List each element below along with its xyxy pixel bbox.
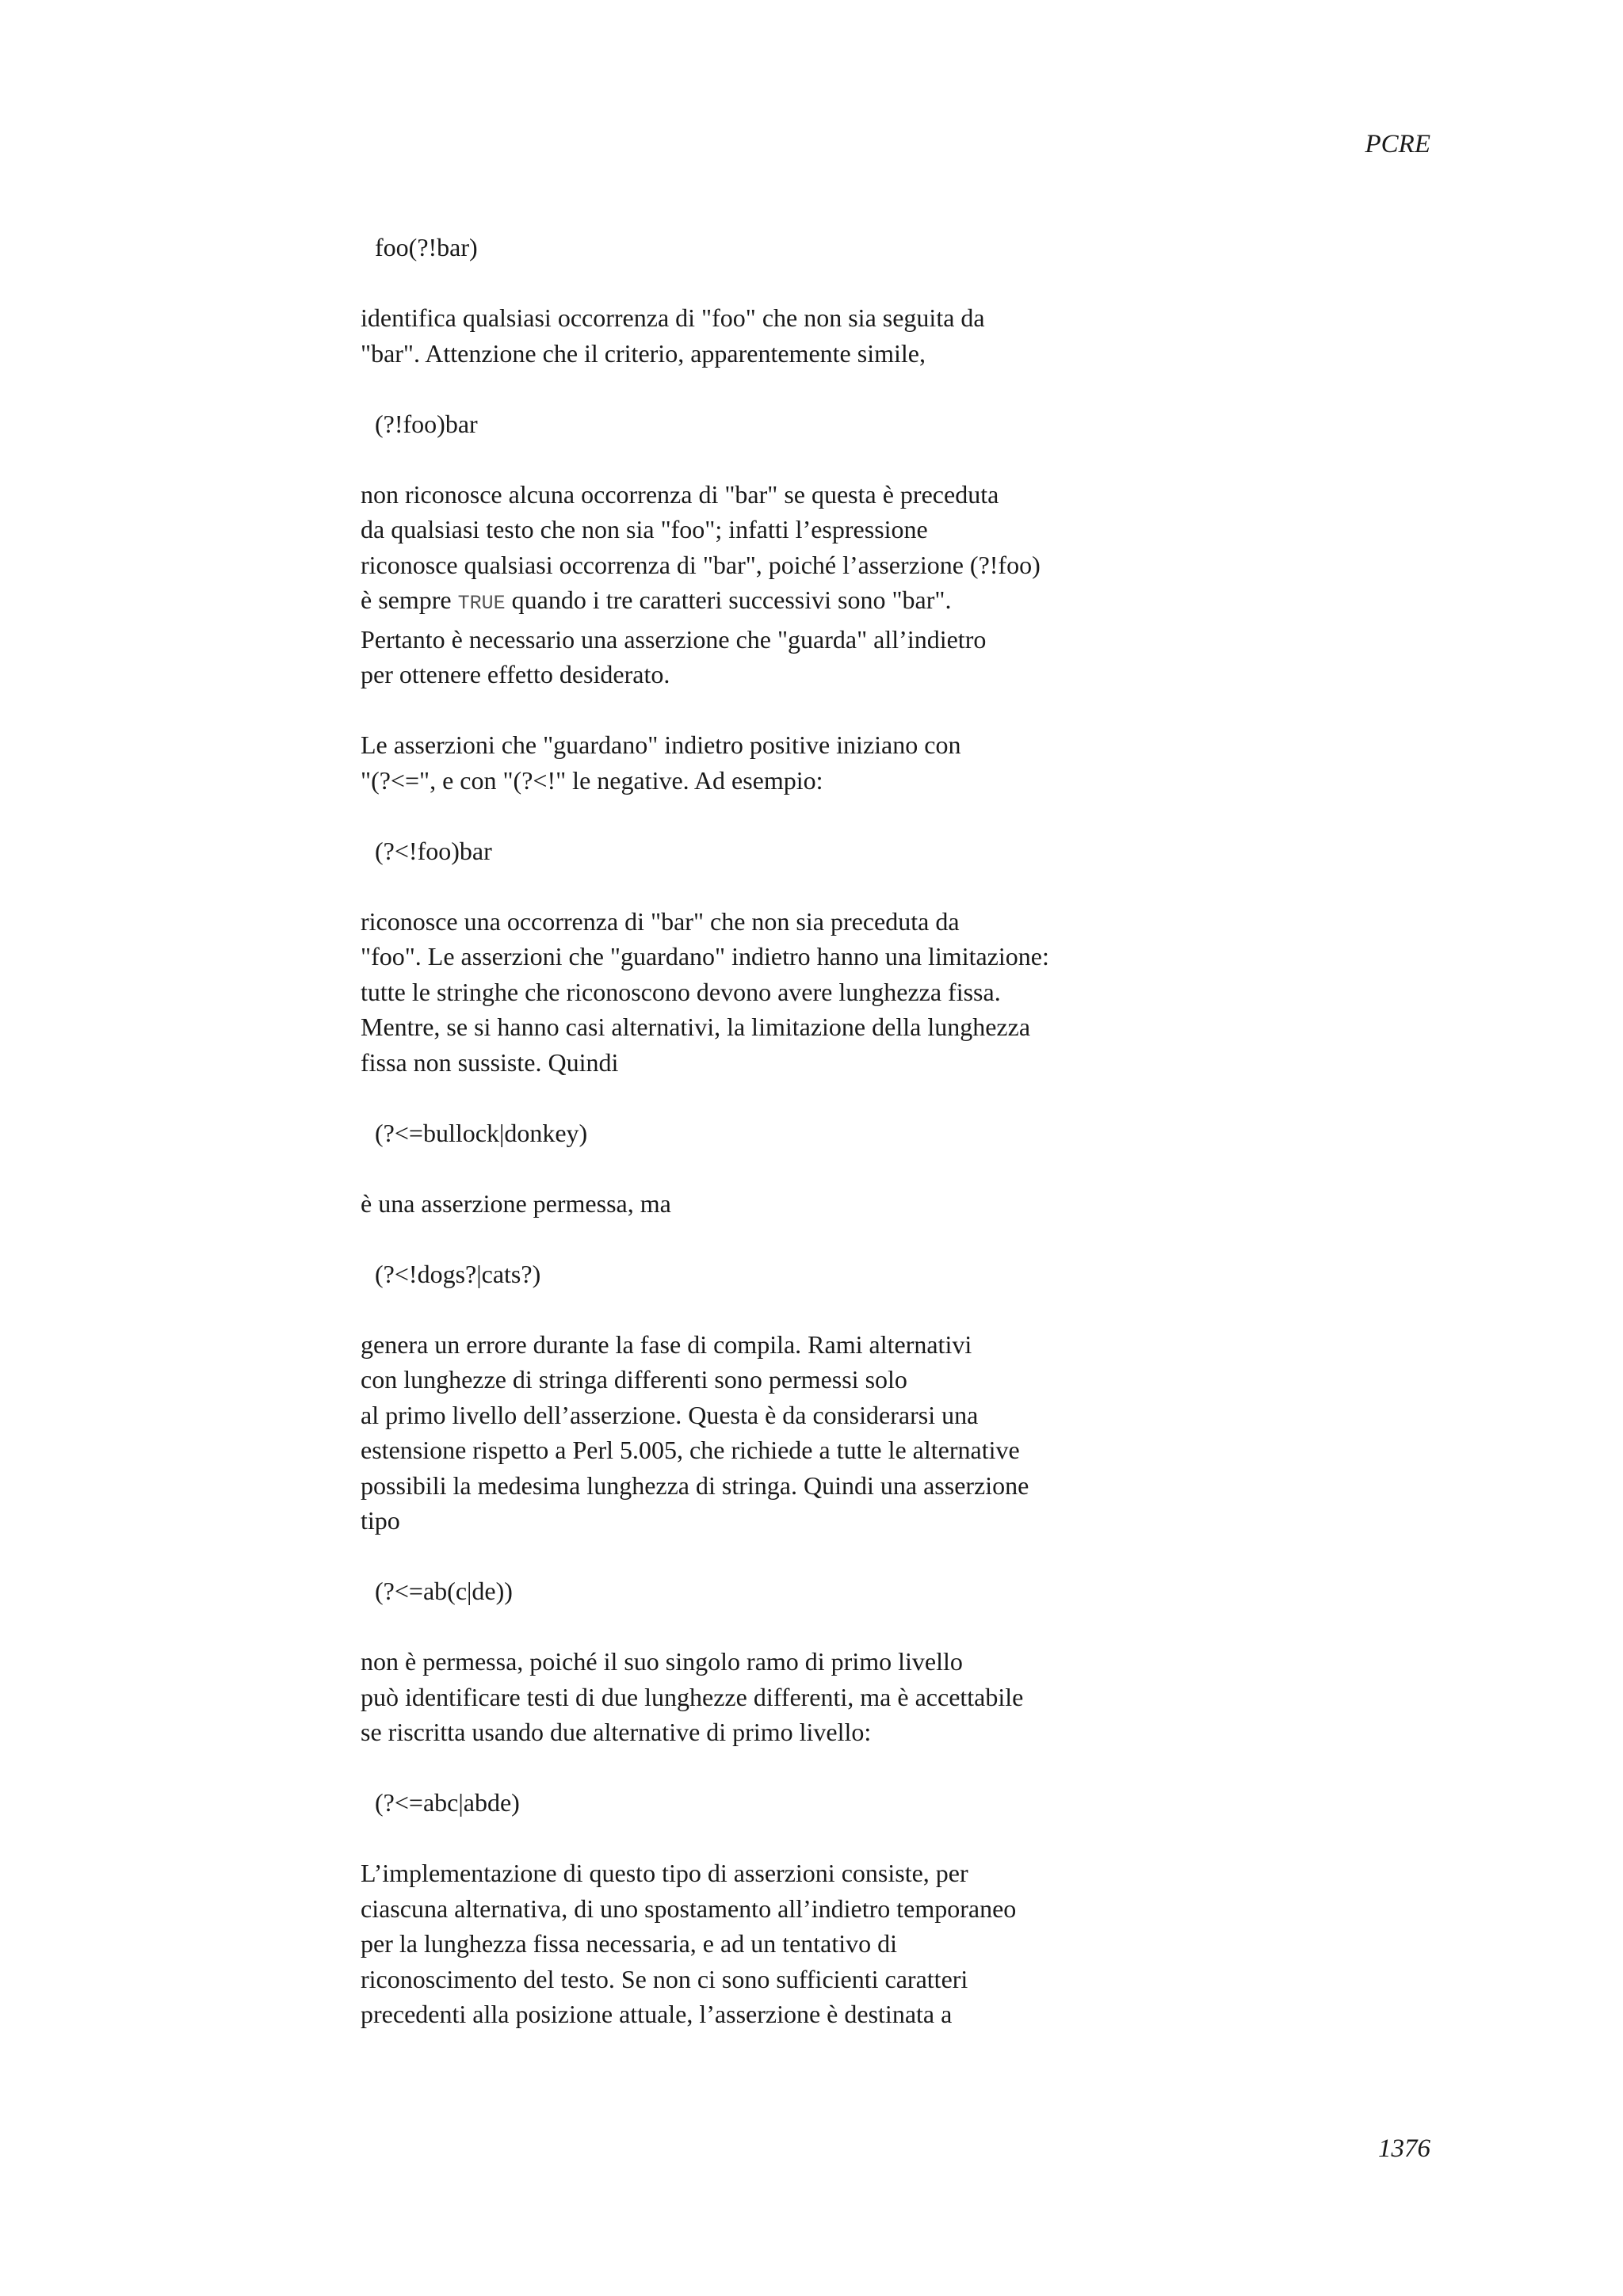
code-example: (?<=bullock|donkey) [375, 1118, 588, 1147]
text-line: per la lunghezza fissa necessaria, e ad un tentativo di [361, 1929, 898, 1958]
page-body [361, 230, 1312, 2032]
text-line: non è permessa, poiché il suo singolo ramo di primo livello [361, 1647, 963, 1676]
text-line: può identificare testi di due lunghezze differenti, ma è accettabile [361, 1682, 1024, 1711]
text-line: genera un errore durante la fase di compila. Rami alternativi [361, 1329, 972, 1359]
code-example: (?!foo)bar [375, 409, 478, 438]
text-line: non riconosce alcuna occorrenza di "bar" se questa è preceduta [361, 479, 999, 509]
paragraph [361, 727, 1312, 798]
text-line: riconosce qualsiasi occorrenza di "bar", poiché l’asserzione (?!foo) [361, 550, 1041, 579]
text-line: L’implementazione di questo tipo di asserzioni consiste, per [361, 1859, 968, 1887]
text-line: è una asserzione permessa, ma [361, 1188, 671, 1218]
text-line: "(?<=", e con "(?<!" le negative. Ad esempio: [361, 765, 823, 795]
paragraph [361, 1327, 1312, 1539]
text-line: identifica qualsiasi occorrenza di "foo" che non sia seguita da [361, 303, 985, 332]
paragraph [361, 300, 1312, 371]
paragraph [361, 904, 1312, 1081]
paragraph [361, 1186, 1312, 1222]
text-line: fissa non sussiste. Quindi [361, 1047, 619, 1077]
code-example: (?<=ab(c|de)) [375, 1577, 513, 1605]
text-fragment: è sempre [361, 585, 458, 614]
code-example: (?<!dogs?|cats?) [375, 1259, 541, 1288]
paragraph [361, 1644, 1312, 1750]
text-line: ciascuna alternativa, di uno spostamento all’indietro temporaneo [361, 1894, 1017, 1923]
text-line: precedenti alla posizione attuale, l’asserzione è destinata a [361, 2000, 953, 2028]
text-line: riconosce una occorrenza di "bar" che non sia preceduta da [361, 906, 960, 936]
text-line: con lunghezze di stringa differenti sono permessi solo [361, 1365, 907, 1394]
text-line: "foo". Le asserzioni che "guardano" indietro hanno una limitazione: [361, 942, 1049, 971]
text-line: al primo livello dell’asserzione. Questa è da considerarsi una [361, 1400, 979, 1429]
page-number: 1376 [1378, 2134, 1430, 2163]
text-line: tutte le stringhe che riconoscono devono avere lunghezza fissa. [361, 977, 1001, 1006]
text-line: Le asserzioni che "guardano" indietro positive iniziano con [361, 730, 961, 759]
text-line: per ottenere effetto desiderato. [361, 660, 670, 688]
text-line: Mentre, se si hanno casi alternativi, la limitazione della lunghezza [361, 1013, 1031, 1041]
paragraph [361, 477, 1312, 692]
code-example: (?<!foo)bar [375, 836, 492, 865]
text-fragment: quando i tre caratteri successivi sono "bar". [505, 585, 952, 614]
text-line: da qualsiasi testo che non sia "foo"; infatti l’espressione [361, 515, 928, 543]
text-line: tipo [361, 1506, 400, 1535]
text-line: riconoscimento del testo. Se non ci sono sufficienti caratteri [361, 1964, 968, 1993]
text-line: "bar". Attenzione che il criterio, apparentemente simile, [361, 338, 926, 368]
inline-code: TRUE [457, 592, 506, 615]
paragraph [361, 1855, 1312, 2032]
text-line: Pertanto è necessario una asserzione che "guarda" all’indietro [361, 624, 987, 654]
code-example: (?<=abc|abde) [375, 1788, 520, 1817]
text-line: se riscritta usando due alternative di primo livello: [361, 1718, 872, 1746]
text-line: possibili la medesima lunghezza di stringa. Quindi una asserzione [361, 1470, 1029, 1500]
code-example: foo(?!bar) [375, 233, 478, 261]
running-title: PCRE [1365, 130, 1430, 158]
text-line: estensione rispetto a Perl 5.005, che richiede a tutte le alternative [361, 1436, 1020, 1464]
